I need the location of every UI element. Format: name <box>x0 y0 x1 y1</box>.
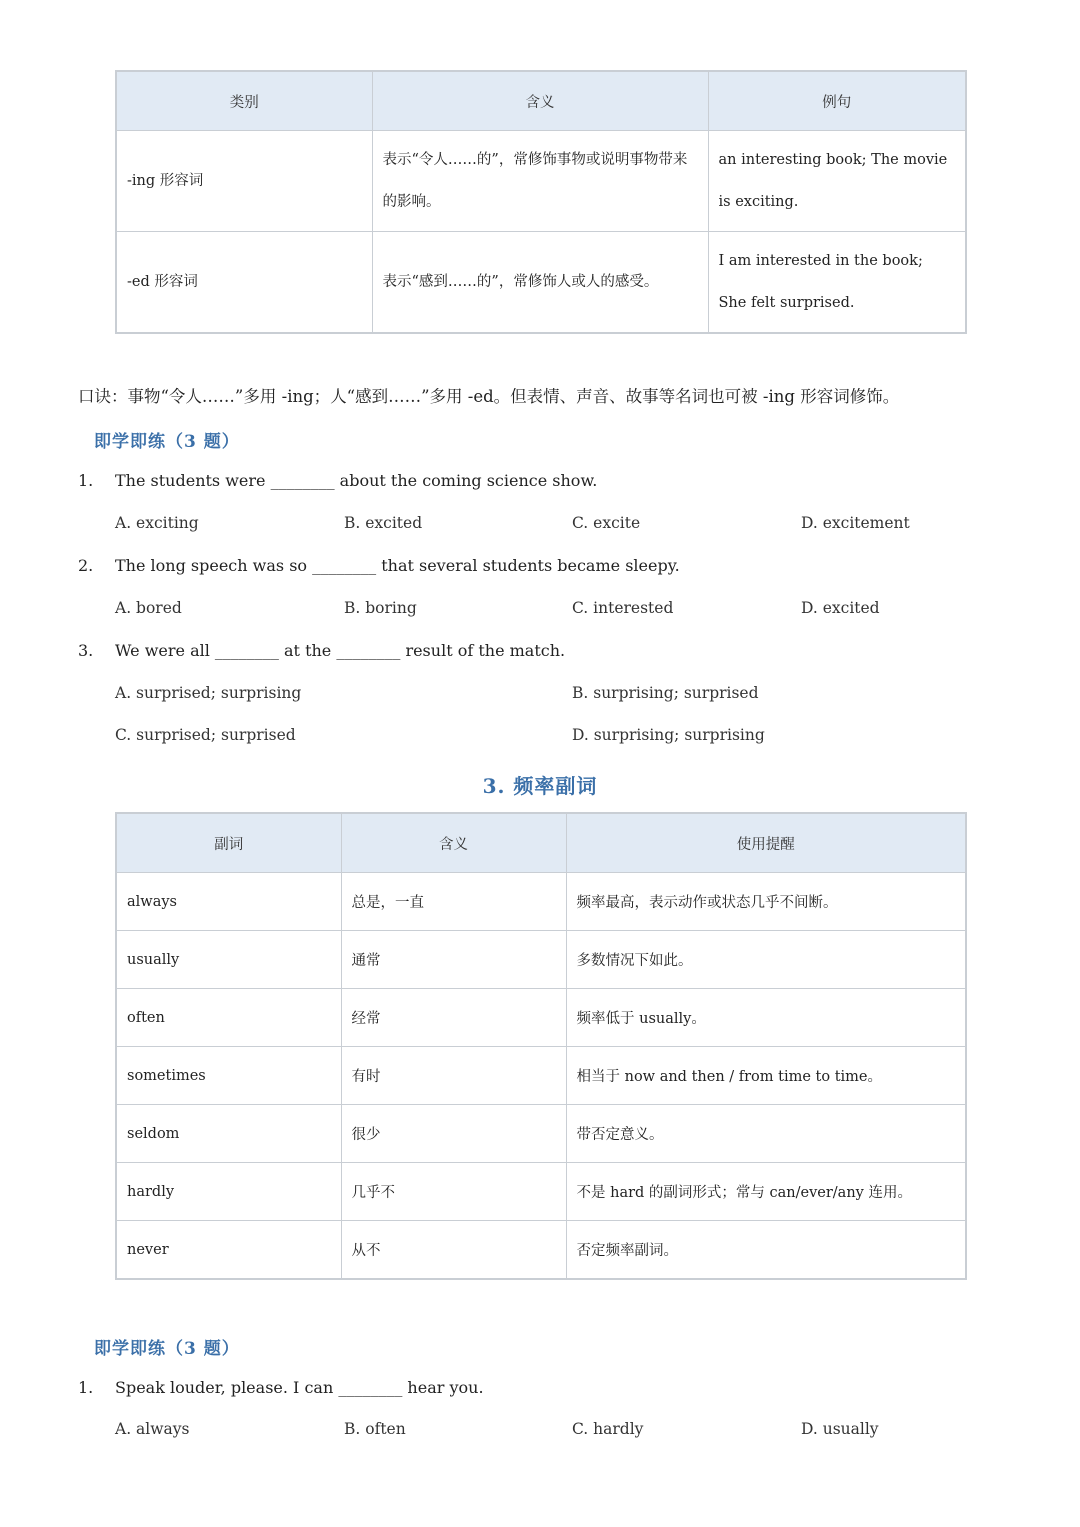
question-text: We were all ________ at the ________ result of the match. <box>115 641 566 660</box>
table-row <box>116 232 966 334</box>
option-a[interactable]: A. always <box>115 1420 190 1438</box>
table-header-row <box>116 813 966 873</box>
option-b[interactable]: B. excited <box>344 514 423 532</box>
table-cell: 相当于 now and then / from time to time。 <box>566 1047 966 1105</box>
table-header-row <box>116 71 966 131</box>
table-cell: 很少 <box>341 1105 566 1163</box>
option-c[interactable]: C. hardly <box>572 1420 644 1438</box>
memory-tip: 口诀：事物“令人……”多用 -ing；人“感到……”多用 -ed。但表情、声音、故事等名词也可被 -ing 形容词修饰。 <box>78 387 900 406</box>
table-cell: 总是，一直 <box>341 873 566 931</box>
table-cell: always <box>116 873 341 931</box>
column-header: 使用提醒 <box>566 813 966 873</box>
option-c[interactable]: C. interested <box>572 599 674 617</box>
column-header: 含义 <box>372 71 708 131</box>
option-d[interactable]: D. excited <box>801 599 880 617</box>
practice-title: 即学即练（3 题） <box>94 432 240 452</box>
section-title: 3. 频率副词 <box>482 774 598 798</box>
option-c[interactable]: C. excite <box>572 514 641 532</box>
table-cell: 从不 <box>341 1221 566 1280</box>
table-row <box>116 1221 966 1280</box>
question-number: 1. <box>78 471 94 490</box>
table-cell: -ing 形容词 <box>116 131 372 232</box>
column-header: 例句 <box>708 71 966 131</box>
question-number: 2. <box>78 556 94 575</box>
question-text: Speak louder, please. I can ________ hear you. <box>115 1378 484 1397</box>
table-cell: 频率低于 usually。 <box>566 989 966 1047</box>
table-cell: 通常 <box>341 931 566 989</box>
table-row <box>116 131 966 232</box>
question-text: The long speech was so ________ that several students became sleepy. <box>115 556 680 575</box>
table-cell: 表示“令人……的”，常修饰事物或说明事物带来的影响。 <box>372 131 708 232</box>
option-b[interactable]: B. often <box>344 1420 406 1438</box>
option-d[interactable]: D. surprising; surprising <box>572 726 765 744</box>
table-cell: an interesting book; The movie is exciting. <box>708 131 966 232</box>
table-cell: 有时 <box>341 1047 566 1105</box>
table-row <box>116 1105 966 1163</box>
column-header: 类别 <box>116 71 372 131</box>
table-cell: usually <box>116 931 341 989</box>
option-d[interactable]: D. excitement <box>801 514 910 532</box>
table-cell: seldom <box>116 1105 341 1163</box>
option-d[interactable]: D. usually <box>801 1420 879 1438</box>
table-row <box>116 931 966 989</box>
column-header: 含义 <box>341 813 566 873</box>
option-b[interactable]: B. boring <box>344 599 417 617</box>
frequency-adverb-table <box>115 812 967 1280</box>
table-cell: sometimes <box>116 1047 341 1105</box>
table-cell: often <box>116 989 341 1047</box>
table-cell: 否定频率副词。 <box>566 1221 966 1280</box>
question-number: 3. <box>78 641 94 660</box>
table-cell: 带否定意义。 <box>566 1105 966 1163</box>
question-text: The students were ________ about the coming science show. <box>115 471 598 490</box>
adjective-table <box>115 70 967 334</box>
practice-title: 即学即练（3 题） <box>94 1339 240 1359</box>
table-cell: 表示“感到……的”，常修饰人或人的感受。 <box>372 232 708 334</box>
table-row <box>116 989 966 1047</box>
table-cell: 经常 <box>341 989 566 1047</box>
table-row <box>116 873 966 931</box>
table-cell: 不是 hard 的副词形式；常与 can/ever/any 连用。 <box>566 1163 966 1221</box>
table-cell: 几乎不 <box>341 1163 566 1221</box>
option-b[interactable]: B. surprising; surprised <box>572 684 759 702</box>
column-header: 副词 <box>116 813 341 873</box>
table-cell: hardly <box>116 1163 341 1221</box>
option-a[interactable]: A. surprised; surprising <box>115 684 302 702</box>
table-cell: -ed 形容词 <box>116 232 372 334</box>
table-row <box>116 1047 966 1105</box>
table-row <box>116 1163 966 1221</box>
table-cell: 多数情况下如此。 <box>566 931 966 989</box>
option-a[interactable]: A. bored <box>115 599 182 617</box>
question-number: 1. <box>78 1378 94 1397</box>
table-cell: 频率最高，表示动作或状态几乎不间断。 <box>566 873 966 931</box>
table-cell: never <box>116 1221 341 1280</box>
option-a[interactable]: A. exciting <box>115 514 199 532</box>
option-c[interactable]: C. surprised; surprised <box>115 726 296 744</box>
table-cell: I am interested in the book; She felt surprised. <box>708 232 966 334</box>
